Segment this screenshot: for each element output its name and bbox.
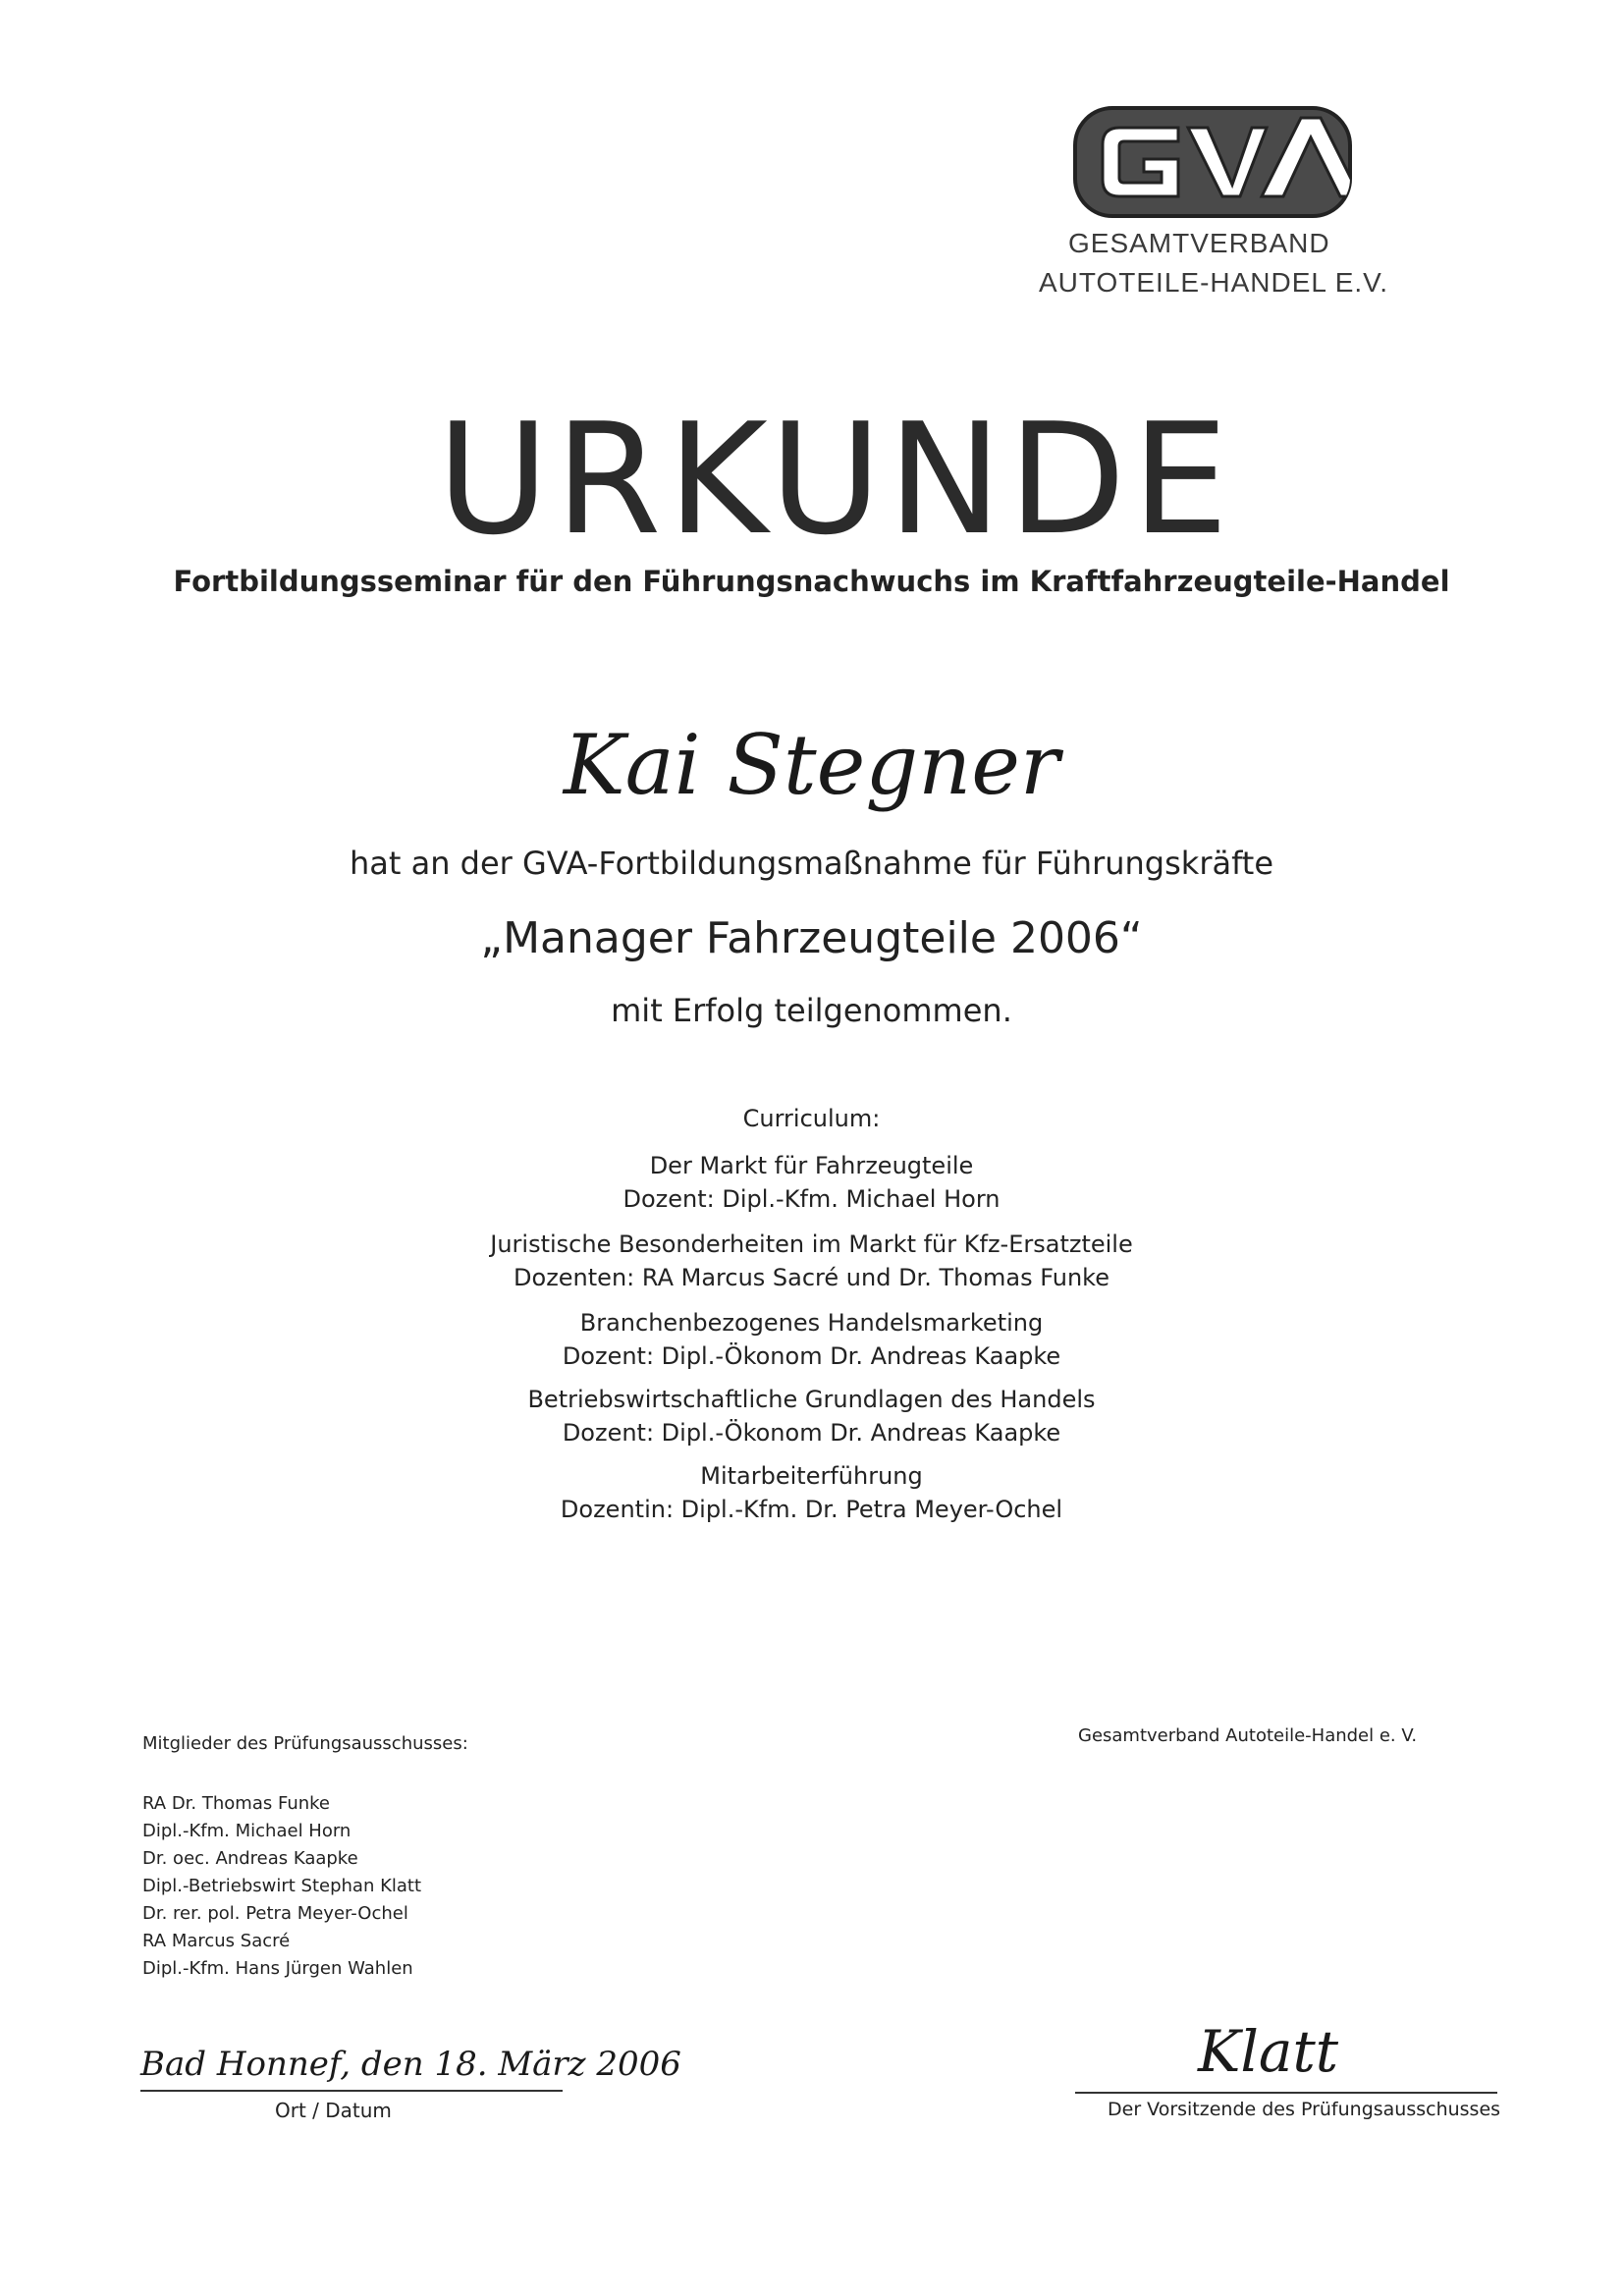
committee-member: Dipl.-Kfm. Hans Jürgen Wahlen xyxy=(142,1958,413,1979)
curriculum-lecturer: Dozentin: Dipl.-Kfm. Dr. Petra Meyer-Ochel xyxy=(560,1496,1063,1523)
place-date-line xyxy=(140,2090,563,2092)
course-title: „Manager Fahrzeugteile 2006“ xyxy=(480,913,1143,963)
committee-member: Dr. oec. Andreas Kaapke xyxy=(142,1848,358,1869)
org-name-line1: GESAMTVERBAND xyxy=(1068,228,1330,258)
curriculum-lecturer: Dozenten: RA Marcus Sacré und Dr. Thomas Funke xyxy=(514,1264,1109,1291)
gva-logo xyxy=(1065,98,1360,226)
committee-member: RA Dr. Thomas Funke xyxy=(142,1793,330,1814)
committee-member: Dr. rer. pol. Petra Meyer-Ochel xyxy=(142,1903,408,1924)
statement-line1: hat an der GVA-Fortbildungsmaßnahme für Führungskräfte xyxy=(349,845,1274,882)
signature-line xyxy=(1075,2092,1497,2094)
certificate-subtitle: Fortbildungsseminar für den Führungsnachwuchs im Kraftfahrzeugteile-Handel xyxy=(173,565,1450,598)
curriculum-item xyxy=(0,1383,1623,1449)
committee-member: RA Marcus Sacré xyxy=(142,1931,291,1951)
certificate-title: URKUNDE xyxy=(437,390,1235,569)
curriculum-lecturer: Dozent: Dipl.-Ökonom Dr. Andreas Kaapke xyxy=(562,1342,1061,1370)
place-date-label: Ort / Datum xyxy=(275,2099,392,2122)
curriculum-item xyxy=(0,1149,1623,1216)
recipient-name: Kai Stegner xyxy=(563,717,1060,813)
org-name-line2: AUTOTEILE-HANDEL E.V. xyxy=(1039,267,1389,298)
committee-heading: Mitglieder des Prüfungsausschusses: xyxy=(142,1733,468,1754)
curriculum-item xyxy=(0,1228,1623,1294)
statement-line2: mit Erfolg teilgenommen. xyxy=(611,992,1012,1029)
committee-member: Dipl.-Betriebswirt Stephan Klatt xyxy=(142,1876,422,1896)
chair-label: Der Vorsitzende des Prüfungsausschusses xyxy=(1108,2099,1501,2120)
curriculum-lecturer: Dozent: Dipl.-Kfm. Michael Horn xyxy=(622,1185,1001,1213)
place-date-handwritten: Bad Honnef, den 18. März 2006 xyxy=(140,2045,681,2084)
curriculum-topic: Betriebswirtschaftliche Grundlagen des Handels xyxy=(527,1386,1096,1413)
curriculum-lecturer: Dozent: Dipl.-Ökonom Dr. Andreas Kaapke xyxy=(562,1419,1061,1447)
committee-member: Dipl.-Kfm. Michael Horn xyxy=(142,1821,352,1841)
curriculum-topic: Juristische Besonderheiten im Markt für Kfz-Ersatzteile xyxy=(490,1230,1133,1258)
curriculum-topic: Der Markt für Fahrzeugteile xyxy=(649,1152,974,1179)
curriculum-topic: Mitarbeiterführung xyxy=(700,1462,923,1490)
curriculum-topic: Branchenbezogenes Handelsmarketing xyxy=(579,1309,1044,1337)
chair-signature: Klatt xyxy=(1198,2018,1339,2085)
footer-org-name: Gesamtverband Autoteile-Handel e. V. xyxy=(1078,1725,1418,1746)
curriculum-item xyxy=(0,1306,1623,1373)
curriculum-item xyxy=(0,1459,1623,1526)
curriculum-heading: Curriculum: xyxy=(742,1105,881,1132)
